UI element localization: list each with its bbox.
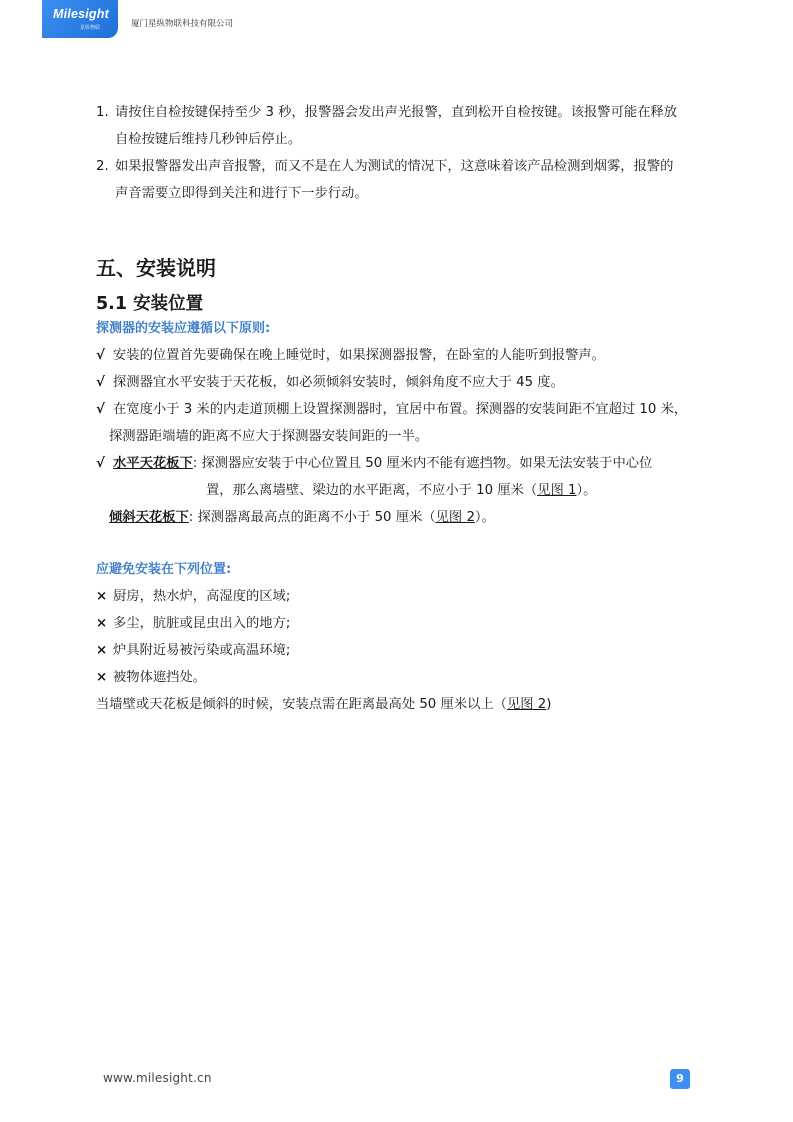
horizontal-ceiling-row — [113, 455, 652, 473]
sloped-ceiling-label: 倾斜天花板下 — [109, 510, 189, 525]
principle-text: 在宽度小于 3 米的内走道顶棚上设置探测器时，宜居中布置。探测器的安装间距不宜超过 10 米， — [113, 402, 688, 417]
closing-text: 当墙壁或天花板是倾斜的时候，安装点需在距离最高处 50 厘米以上（ — [96, 697, 507, 712]
check-icon: √ — [96, 348, 105, 363]
cross-icon: × — [96, 616, 108, 631]
closing-end: ) — [546, 697, 552, 712]
cross-icon: × — [96, 670, 108, 685]
figure-2-link[interactable]: 见图 2 — [506, 697, 547, 712]
sloped-ceiling-end: ）。 — [474, 510, 495, 525]
avoid-heading: 应避免安装在下列位置: — [96, 562, 232, 577]
avoid-item: 被物体遮挡处。 — [113, 670, 207, 685]
milesight-logo — [42, 0, 118, 38]
logo-subtitle: 星纵物联 — [80, 25, 101, 31]
check-icon: √ — [96, 402, 105, 417]
figure-2-link[interactable]: 见图 2 — [435, 510, 475, 525]
principles-heading: 探测器的安装应遵循以下原则: — [96, 321, 271, 336]
figure-1-link[interactable]: 见图 1 — [537, 483, 577, 498]
cross-icon: × — [96, 643, 108, 658]
list-item-text: 自检按键后维持几秒钟后停止。 — [115, 132, 302, 147]
cross-icon: × — [96, 589, 108, 604]
list-item-text: 请按住自检按键保持至少 3 秒，报警器会发出声光报警，直到松开自检按键。该报警可能在释放 — [115, 105, 678, 120]
avoid-item: 多尘，肮脏或昆虫出入的地方; — [113, 616, 291, 631]
horizontal-ceiling-row2 — [206, 482, 596, 500]
horizontal-ceiling-end: ）。 — [576, 483, 597, 498]
list-item-text: 如果报警器发出声音报警，而又不是在人为测试的情况下，这意味着该产品检测到烟雾，报警的 — [115, 159, 674, 174]
page-number: 9 — [670, 1069, 690, 1089]
footer-url[interactable]: www.milesight.cn — [103, 1071, 212, 1085]
avoid-item: 厨房，热水炉，高湿度的区域; — [113, 589, 291, 604]
closing-paragraph — [96, 696, 551, 714]
section-title: 五、安装说明 — [96, 256, 216, 280]
subsection-title: 5.1 安装位置 — [96, 294, 204, 314]
horizontal-ceiling-text2: 置，那么离墙壁、梁边的水平距离，不应小于 10 厘米（ — [206, 483, 538, 498]
company-name: 厦门星纵物联科技有限公司 — [131, 19, 234, 29]
list-number: 1. — [96, 105, 109, 120]
logo-name: Milesight — [53, 7, 109, 21]
avoid-item: 炉具附近易被污染或高温环境; — [113, 643, 291, 658]
list-number: 2. — [96, 159, 109, 174]
check-icon: √ — [96, 456, 105, 471]
principle-text: 探测器距端墙的距离不应大于探测器安装间距的一半。 — [109, 429, 429, 444]
horizontal-ceiling-text: : 探测器应安装于中心位置且 50 厘米内不能有遮挡物。如果无法安装于中心位 — [192, 456, 653, 471]
sloped-ceiling-text: : 探测器离最高点的距离不小于 50 厘米（ — [188, 510, 436, 525]
check-icon: √ — [96, 375, 105, 390]
horizontal-ceiling-label: 水平天花板下 — [113, 456, 193, 471]
principle-text: 探测器宜水平安装于天花板，如必须倾斜安装时，倾斜角度不应大于 45 度。 — [113, 375, 564, 390]
list-item-text: 声音需要立即得到关注和进行下一步行动。 — [115, 186, 368, 201]
sloped-ceiling-row — [109, 509, 495, 527]
principle-text: 安装的位置首先要确保在晚上睡觉时，如果探测器报警，在卧室的人能听到报警声。 — [113, 348, 605, 363]
